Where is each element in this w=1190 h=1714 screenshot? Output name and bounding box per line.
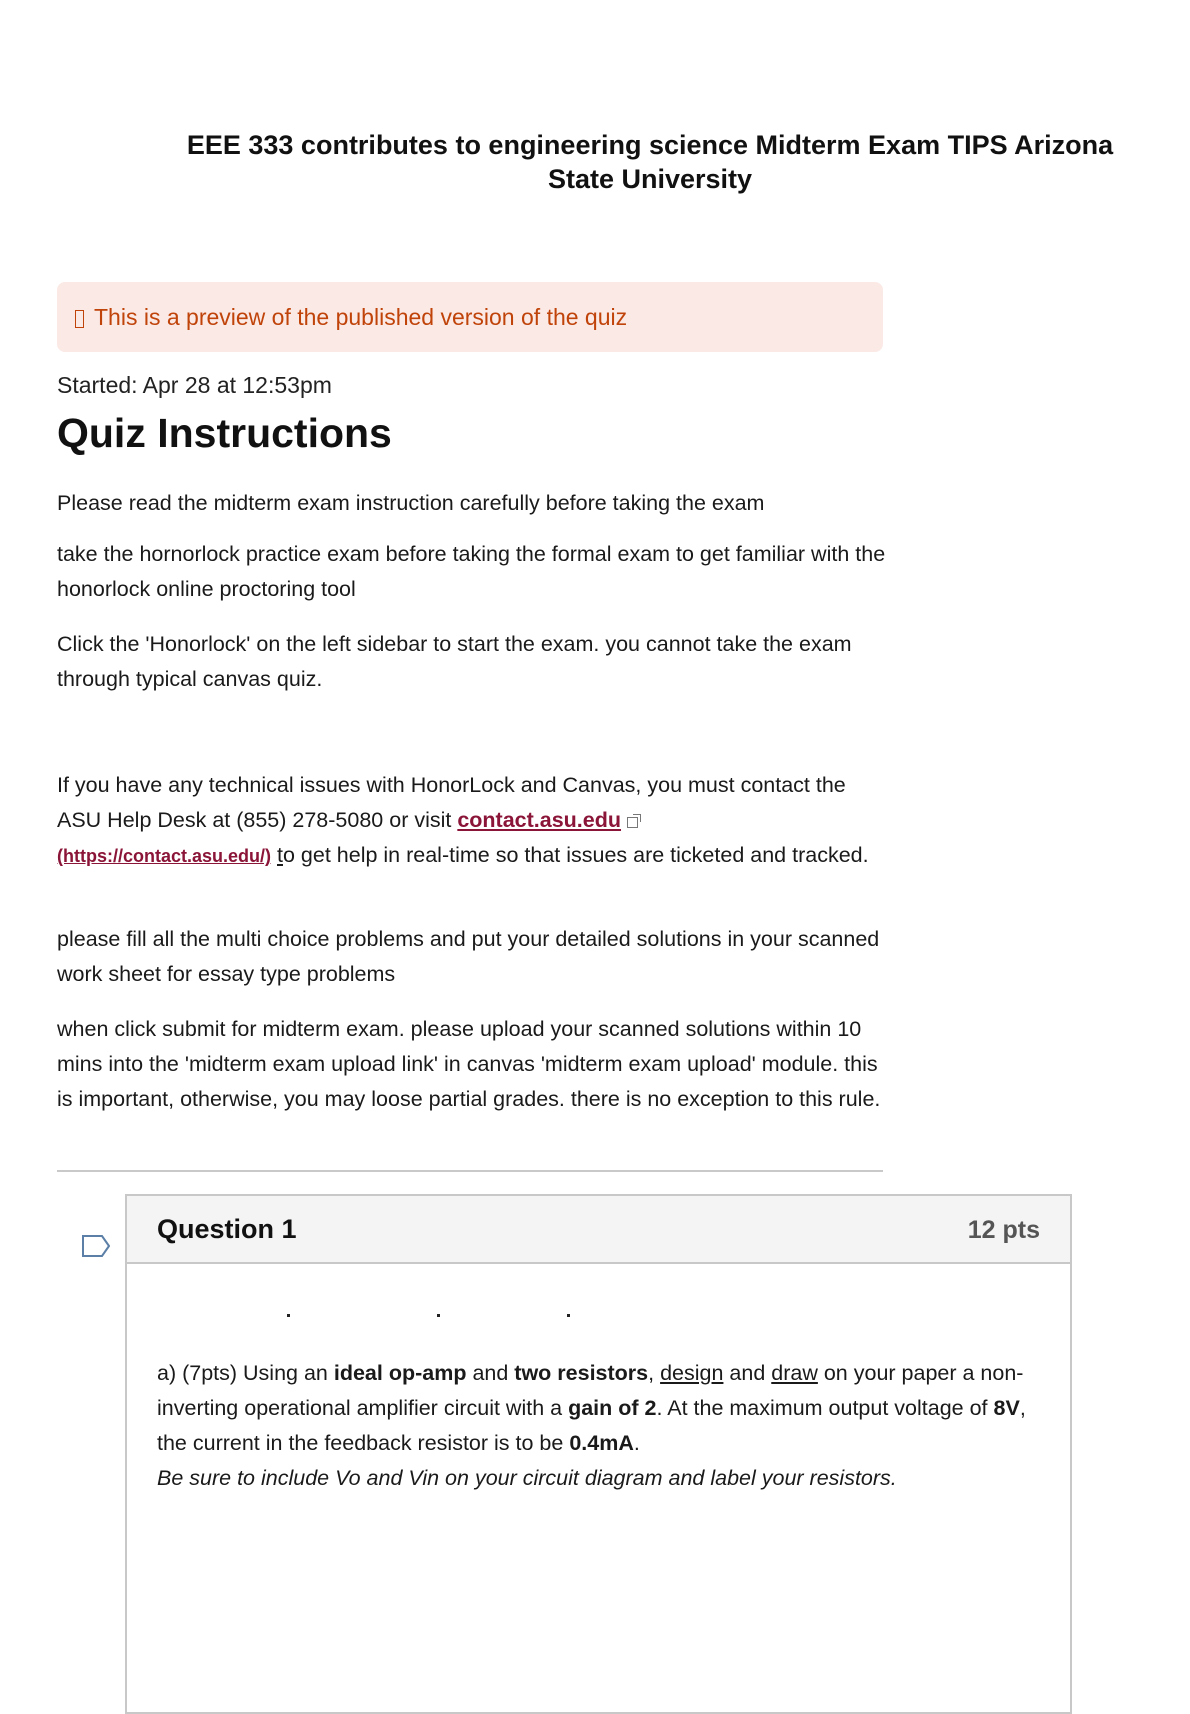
question-text: and	[723, 1361, 772, 1385]
question-text-underlined: draw	[771, 1361, 818, 1385]
question-text: and	[466, 1361, 515, 1385]
warning-icon	[75, 310, 84, 328]
question-text-bold: ideal op-amp	[333, 1361, 467, 1385]
stray-marks	[127, 1314, 1070, 1324]
question-1-header	[127, 1196, 1070, 1264]
instruction-paragraph-5: please fill all the multi choice problems and put your detailed solutions in your scanned work sheet for essay type problems	[57, 927, 880, 986]
document-title	[150, 128, 1150, 196]
contact-asu-url-link[interactable]: (https://contact.asu.edu/)	[57, 846, 272, 866]
question-1-body	[157, 1356, 1037, 1496]
quiz-instructions-heading: Quiz Instructions	[57, 410, 392, 456]
question-text-bold: 0.4mA	[569, 1431, 634, 1455]
question-text: .	[633, 1431, 640, 1455]
contact-asu-link[interactable]: contact.asu.edu	[457, 808, 622, 832]
question-text-underlined: design	[660, 1361, 724, 1385]
question-note: Be sure to include Vo and Vin on your circuit diagram and label your resistors.	[157, 1466, 897, 1490]
external-link-icon	[627, 817, 638, 828]
question-points: 12 pts	[967, 1216, 1040, 1244]
question-text-bold: gain of 2	[568, 1396, 657, 1420]
instruction-paragraph-2: take the hornorlock practice exam before taking the formal exam to get familiar with the honorlock online proctoring tool	[57, 542, 886, 601]
started-timestamp: Started: Apr 28 at 12:53pm	[57, 372, 332, 398]
document-title-line-2: State University	[547, 164, 753, 194]
section-divider	[57, 1170, 883, 1172]
document-title-line-1: EEE 333 contributes to engineering science Midterm Exam TIPS Arizona	[186, 130, 1114, 160]
help-desk-text: If you have any technical issues with HonorLock and Canvas, you must contact the ASU Help Desk at (855) 278-5080 or visit	[57, 773, 846, 832]
flag-question-icon[interactable]	[82, 1235, 110, 1257]
question-text: . At the maximum output voltage of	[656, 1396, 994, 1420]
instruction-paragraph-6: when click submit for midterm exam. please upload your scanned solutions within 10 mins into the 'midterm exam upload link' in canvas 'midterm exam upload' module. this is important, otherwise, you may loose partial grades. there is no exception to this rule.	[57, 1017, 881, 1111]
question-text-bold: two resistors	[514, 1361, 649, 1385]
instruction-paragraph-4	[57, 768, 887, 874]
preview-banner-text: This is a preview of the published version of the quiz	[94, 303, 628, 330]
question-text: ,	[648, 1361, 661, 1385]
help-desk-text-underlined-t: t	[277, 843, 283, 867]
question-1-card	[125, 1194, 1072, 1714]
help-desk-text-end: o get help in real-time so that issues are ticketed and tracked.	[282, 843, 869, 867]
question-text: , the current in the feedback resistor is to be	[157, 1396, 1026, 1455]
question-text: on your paper a non-inverting operational amplifier circuit with a	[157, 1361, 1024, 1420]
instruction-paragraph-3: Click the 'Honorlock' on the left sidebar to start the exam. you cannot take the exam through typical canvas quiz.	[57, 632, 852, 691]
question-text-bold: 8V	[993, 1396, 1020, 1420]
preview-banner	[57, 282, 883, 352]
instruction-paragraph-1: Please read the midterm exam instruction carefully before taking the exam	[57, 491, 765, 515]
question-title: Question 1	[157, 1214, 297, 1244]
question-text: a) (7pts) Using an	[157, 1361, 334, 1385]
